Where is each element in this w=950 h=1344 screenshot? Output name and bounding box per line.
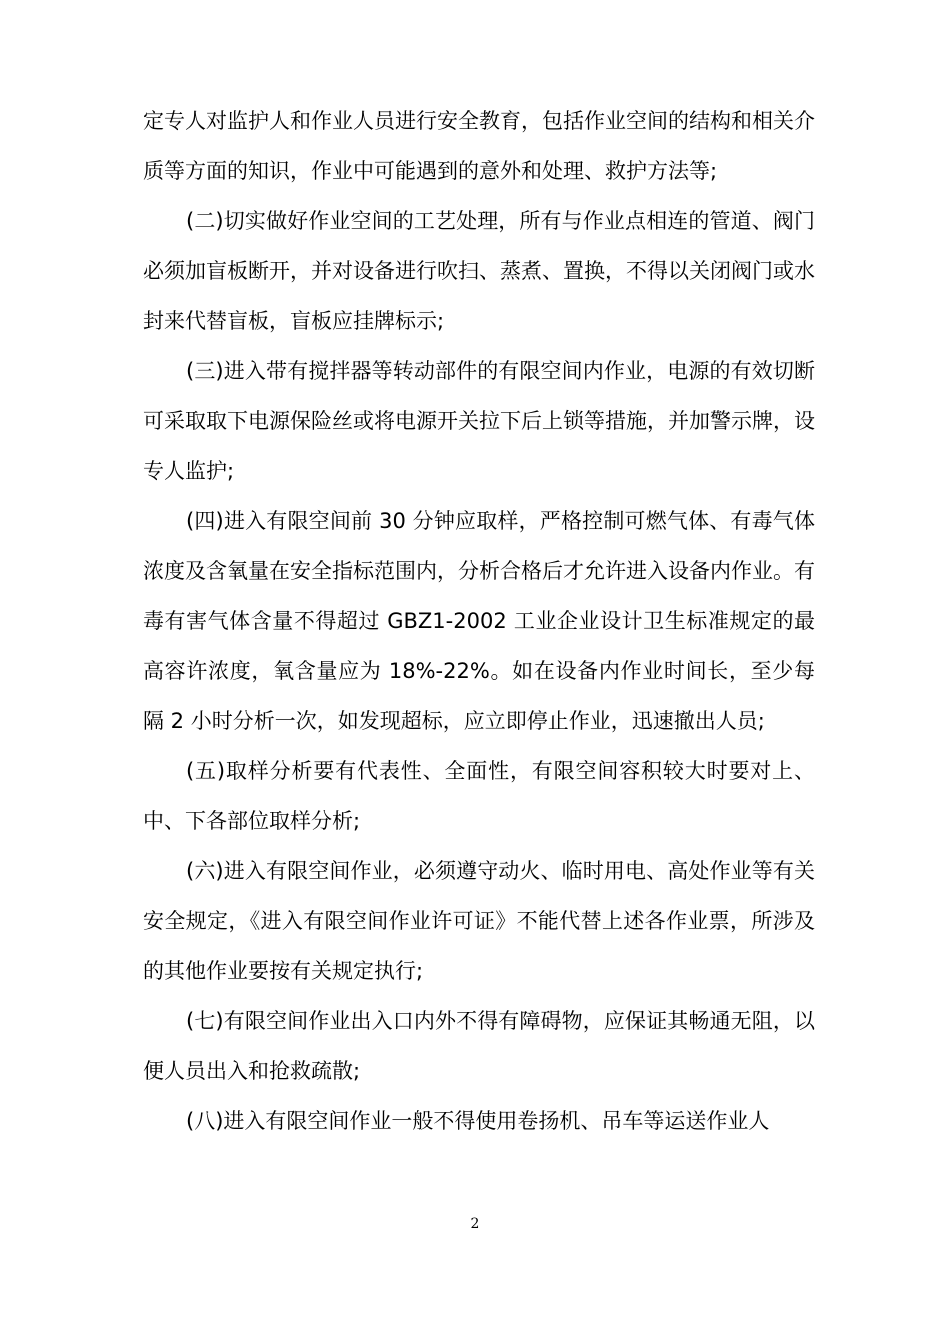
page-number: 2 — [470, 1216, 480, 1232]
paragraph-item-5: (五)取样分析要有代表性、全面性，有限空间容积较大时要对上、中、下各部位取样分析; — [143, 759, 815, 833]
paragraph-item-7: (七)有限空间作业出入口内外不得有障碍物，应保证其畅通无阻，以便人员出入和抢救疏散; — [143, 1009, 815, 1083]
paragraph-item-2: (二)切实做好作业空间的工艺处理，所有与作业点相连的管道、阀门必须加盲板断开，并对设备进行吹扫、蒸煮、置换，不得以关闭阀门或水封来代替盲板，盲板应挂牌标示; — [143, 209, 815, 333]
paragraph-item-3: (三)进入带有搅拌器等转动部件的有限空间内作业，电源的有效切断可采取取下电源保险丝或将电源开关拉下后上锁等措施，并加警示牌，设专人监护; — [143, 359, 815, 483]
document-body — [143, 96, 815, 1146]
paragraph-item-8: (八)进入有限空间作业一般不得使用卷扬机、吊车等运送作业人 — [186, 1109, 770, 1133]
paragraph-item-6: (六)进入有限空间作业，必须遵守动火、临时用电、高处作业等有关安全规定，《进入有限空间作业许可证》不能代替上述各作业票，所涉及的其他作业要按有关规定执行; — [143, 859, 815, 983]
paragraph-item-4: (四)进入有限空间前 30 分钟应取样，严格控制可燃气体、有毒气体浓度及含氧量在安全指标范围内，分析合格后才允许进入设备内作业。有毒有害气体含量不得超过 GBZ1-2002 工业企业设计卫生标准规定的最高容许浓度，氧含量应为 18%-22%。如在设备内作业时间长，至少每隔 2 小时分析一次，如发现超标，应立即停止作业，迅速撤出人员; — [143, 509, 815, 733]
paragraph-continuation: 定专人对监护人和作业人员进行安全教育，包括作业空间的结构和相关介质等方面的知识，作业中可能遇到的意外和处理、救护方法等; — [143, 109, 815, 183]
